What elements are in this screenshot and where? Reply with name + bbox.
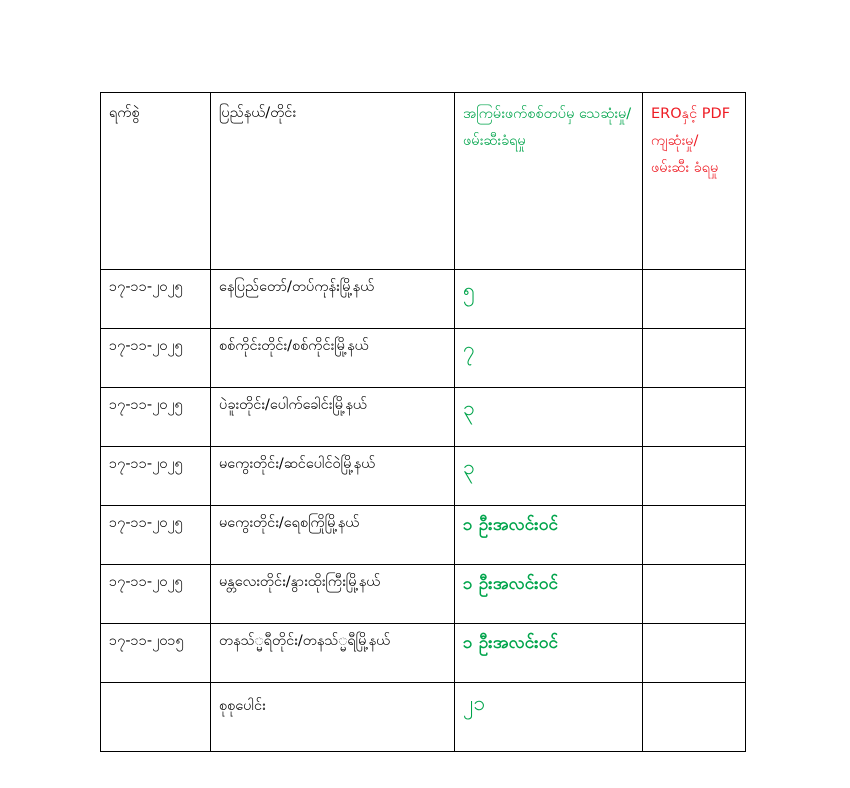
cell-ero-pdf-casualties xyxy=(643,270,746,329)
column-header-region-label: ပြည်နယ်/တိုင်း xyxy=(219,105,297,121)
cell-ero-pdf-casualties xyxy=(643,506,746,565)
cell-military-casualties xyxy=(455,270,643,329)
cell-date: ၁၇-၁၁-၂၀၂၅ xyxy=(101,447,211,506)
column-header-military-casualties xyxy=(455,93,643,270)
cell-total-label: စုစုပေါင်း xyxy=(211,683,455,752)
cell-date xyxy=(101,683,211,752)
cell-ero-pdf-casualties xyxy=(643,624,746,683)
table-row xyxy=(101,565,746,624)
cell-total-ero-pdf-casualties xyxy=(643,683,746,752)
cell-military-casualties-value: ၃ xyxy=(463,396,475,420)
cell-date: ၁၇-၁၁-၂၀၂၅ xyxy=(101,329,211,388)
table-header-row xyxy=(101,93,746,270)
cell-military-casualties-value: ၁ ဦးအလင်းဝင် xyxy=(463,574,559,594)
column-header-date xyxy=(101,93,211,270)
table-row xyxy=(101,329,746,388)
cell-military-casualties-value: ၁ ဦးအလင်းဝင် xyxy=(463,633,559,653)
cell-date: ၁၇-၁၁-၂၀၂၅ xyxy=(101,565,211,624)
cell-military-casualties xyxy=(455,624,643,683)
cell-ero-pdf-casualties xyxy=(643,447,746,506)
cell-ero-pdf-casualties xyxy=(643,565,746,624)
cell-military-casualties-value: ၃ xyxy=(463,455,475,479)
column-header-military-casualties-label: အကြမ်းဖက်စစ်တပ်မှ သေဆုံးမှု/ ဖမ်းဆီးခံရမှု xyxy=(463,106,632,149)
cell-military-casualties-value: ၁ ဦးအလင်းဝင် xyxy=(463,515,559,535)
column-header-date-label: ရက်စွဲ xyxy=(109,105,140,121)
table-row xyxy=(101,624,746,683)
cell-military-casualties xyxy=(455,565,643,624)
table-row xyxy=(101,270,746,329)
cell-ero-pdf-casualties xyxy=(643,388,746,447)
cell-military-casualties xyxy=(455,388,643,447)
cell-date: ၁၇-၁၁-၂၀၂၅ xyxy=(101,388,211,447)
cell-military-casualties-value: ၇ xyxy=(463,337,475,361)
table-row xyxy=(101,506,746,565)
cell-region: နေပြည်တော်/တပ်ကုန်းမြို့နယ် xyxy=(211,270,455,329)
table-row xyxy=(101,388,746,447)
table-row xyxy=(101,447,746,506)
casualty-report-table xyxy=(100,92,746,752)
cell-ero-pdf-casualties xyxy=(643,329,746,388)
column-header-ero-pdf-casualties xyxy=(643,93,746,270)
cell-date: ၁၇-၁၁-၂၀၂၅ xyxy=(101,270,211,329)
cell-date: ၁၇-၁၁-၂၀၂၅ xyxy=(101,506,211,565)
cell-region: တနသ်္မရီတိုင်း/တနသ်္မရီမြို့နယ် xyxy=(211,624,455,683)
cell-military-casualties xyxy=(455,506,643,565)
report-table-container xyxy=(100,92,745,752)
column-header-ero-pdf-casualties-label: EROနှင့် PDF ကျဆုံးမှု/ ဖမ်းဆီး ခံရမှု xyxy=(651,106,731,176)
cell-region: မကွေးတိုင်း/ရေစကြိုမြို့နယ် xyxy=(211,506,455,565)
cell-region: မကွေးတိုင်း/ဆင်ပေါင်ဝဲမြို့နယ် xyxy=(211,447,455,506)
cell-total-military-casualties xyxy=(455,683,643,752)
cell-total-military-casualties-value: ၂၁ xyxy=(463,691,486,715)
cell-region: စစ်ကိုင်းတိုင်း/စစ်ကိုင်းမြို့နယ် xyxy=(211,329,455,388)
column-header-region xyxy=(211,93,455,270)
cell-military-casualties-value: ၅ xyxy=(463,278,475,302)
cell-region: ပဲခူးတိုင်း/ပေါက်ခေါင်းမြို့နယ် xyxy=(211,388,455,447)
cell-date: ၁၇-၁၁-၂၀၁၅ xyxy=(101,624,211,683)
cell-military-casualties xyxy=(455,329,643,388)
cell-military-casualties xyxy=(455,447,643,506)
table-total-row xyxy=(101,683,746,752)
cell-region: မန္တလေးတိုင်း/နွားထိုးကြီးမြို့နယ် xyxy=(211,565,455,624)
